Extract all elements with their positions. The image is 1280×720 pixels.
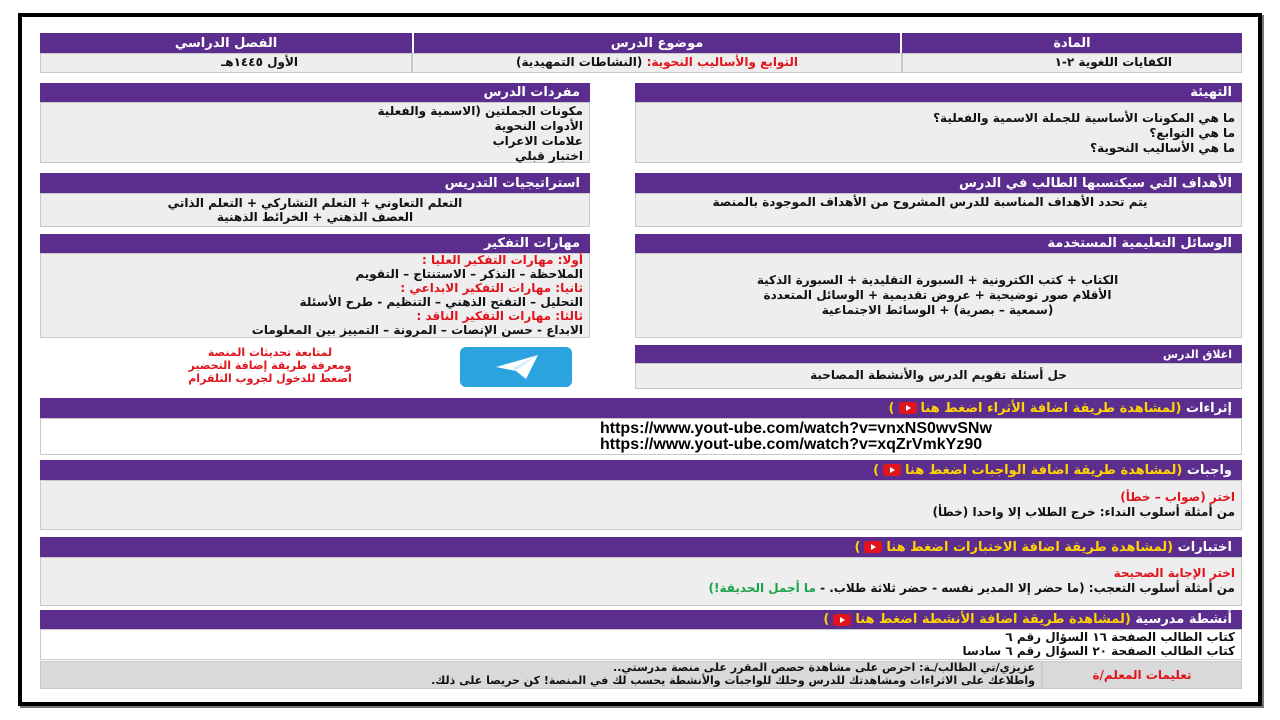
intro-line-2: ما هي التوابع؟ bbox=[1149, 126, 1235, 140]
lesson-header: موضوع الدرس bbox=[412, 33, 902, 53]
telegram-icon bbox=[460, 347, 572, 387]
telegram-line-3[interactable]: اضغط للدخول لجروب التلقرام bbox=[188, 372, 352, 385]
youtube-icon[interactable] bbox=[833, 614, 851, 626]
activities-header: أنشطة مدرسية (لمشاهدة طريقة اضافة الأنشطة اضغط هنا ) bbox=[40, 610, 1242, 629]
term-value: الأول ١٤٤٥هـ bbox=[221, 55, 298, 69]
intro-header: التهيئة bbox=[635, 83, 1242, 102]
tests-title: اختبارات bbox=[1177, 539, 1232, 555]
tests-header: اختبارات (لمشاهدة طريقة اضافة الاختبارات اضغط هنا ) bbox=[40, 537, 1242, 557]
enrichment-url-2[interactable]: https://www.yout-ube.com/watch?v=xqZrVmkYz90 bbox=[600, 436, 983, 453]
homework-question-type: اختر (صواب – خطأ) bbox=[1120, 490, 1235, 504]
teacher-notes-line-1: عزيزي/تي الطالب/ـة: احرص على مشاهدة حصص المقرر على منصة مدرستي.. bbox=[613, 661, 1035, 674]
lesson-value bbox=[412, 55, 902, 70]
enrichment-url-1[interactable]: https://www.yout-ube.com/watch?v=vnxNS0wvSNw bbox=[600, 420, 992, 437]
strategies-line-1: التعلم التعاوني + التعلم التشاركي + التعلم الذاتي bbox=[167, 196, 463, 210]
subject-value: الكفايات اللغوية ٢-١ bbox=[1054, 55, 1172, 69]
thinking-line-1: الملاحظة – التذكر – الاستنتاج – التقويم bbox=[355, 267, 583, 281]
vocab-header: مفردات الدرس bbox=[40, 83, 590, 102]
telegram-button[interactable] bbox=[460, 347, 572, 387]
tools-line-1: الكتاب + كتب الكترونية + السبورة التقليدية + السبورة الذكية bbox=[756, 273, 1119, 287]
homework-header: واجبات (لمشاهدة طريقة اضافة الواجبات اضغط هنا ) bbox=[40, 460, 1242, 480]
telegram-line-1[interactable]: لمتابعة تحديثات المنصة bbox=[207, 346, 333, 359]
objectives-text: يتم تحدد الأهداف المناسبة للدرس المشروح من الأهداف الموجودة بالمنصة bbox=[712, 195, 1148, 209]
youtube-icon[interactable] bbox=[883, 464, 901, 476]
lesson-topic: التوابع والأساليب النحوية: bbox=[646, 55, 798, 69]
term-header: الفصل الدراسي bbox=[40, 33, 412, 53]
telegram-line-2[interactable]: ومعرفة طريقة إضافة التحضير bbox=[188, 359, 352, 372]
thinking-header: مهارات التفكير bbox=[40, 234, 590, 253]
strategies-header: استراتيجيات التدريس bbox=[40, 173, 590, 193]
thinking-line-2: التحليل – التفتح الذهني – التنظيم - طرح الأسئلة bbox=[299, 295, 583, 309]
vocab-line-3: علامات الاعراب bbox=[492, 134, 583, 148]
tests-link[interactable]: (لمشاهدة طريقة اضافة الاختبارات اضغط هنا bbox=[886, 539, 1174, 555]
vocab-line-1: مكونات الجملتين (الاسمية والفعلية bbox=[377, 104, 583, 118]
vocab-line-2: الأدوات النحوية bbox=[494, 119, 583, 133]
thinking-heading-3: ثالثا: مهارات التفكير الناقد : bbox=[416, 309, 583, 323]
closing-text: حل أسئلة تقويم الدرس والأنشطة المصاحبة bbox=[810, 368, 1067, 382]
teacher-notes-line-2: واطلاعك على الاثراءات ومشاهدتك للدرس وحلك للواجبات والأنشطة يحسب لك في المنصة! كن حريصا على ذلك. bbox=[431, 674, 1035, 687]
lesson-plan bbox=[40, 33, 1260, 701]
intro-line-3: ما هي الأساليب النحوية؟ bbox=[1090, 141, 1235, 155]
objectives-header: الأهداف التي سيكتسبها الطالب في الدرس bbox=[635, 173, 1242, 193]
enrichment-header: إثراءات (لمشاهدة طريقة اضافة الأثراء اضغط هنا ) bbox=[40, 398, 1242, 418]
closing-header: اغلاق الدرس bbox=[635, 345, 1242, 363]
teacher-notes-label: تعليمات المعلم/ة bbox=[1092, 668, 1192, 682]
thinking-line-3: الابداع - حسن الإنصات – المرونة – التمييز بين المعلومات bbox=[251, 323, 583, 337]
lesson-subtopic: (النشاطات التمهيدية) bbox=[516, 55, 643, 69]
strategies-line-2: العصف الذهني + الخرائط الذهنية bbox=[216, 210, 414, 224]
activities-line-1: كتاب الطالب الصفحة ١٦ السؤال رقم ٦ bbox=[1005, 630, 1235, 644]
activities-line-2: كتاب الطالب الصفحة ٢٠ السؤال رقم ٦ سادسا bbox=[962, 644, 1235, 658]
tests-question bbox=[45, 581, 1235, 596]
homework-title: واجبات bbox=[1186, 462, 1232, 478]
activities-title: أنشطة مدرسية bbox=[1135, 612, 1232, 627]
tests-question-type: اختر الإجابة الصحيحة bbox=[1113, 566, 1235, 580]
tools-line-3: (سمعية – بصرية) + الوسائط الاجتماعية bbox=[821, 303, 1054, 317]
thinking-heading-1: أولا: مهارات التفكير العليا : bbox=[422, 253, 583, 267]
activities-link[interactable]: (لمشاهدة طريقة اضافة الأنشطة اضغط هنا bbox=[855, 612, 1131, 627]
intro-line-1: ما هي المكونات الأساسية للجملة الاسمية والفعلية؟ bbox=[933, 111, 1235, 125]
subject-header: المادة bbox=[902, 33, 1242, 53]
enrichment-title: إثراءات bbox=[1185, 400, 1232, 416]
homework-link[interactable]: (لمشاهدة طريقة اضافة الواجبات اضغط هنا bbox=[905, 462, 1183, 478]
vocab-line-4: اختبار قبلي bbox=[515, 149, 583, 163]
tools-header: الوسائل التعليمية المستخدمة bbox=[635, 234, 1242, 253]
homework-question: من أمثلة أسلوب النداء: خرج الطلاب إلا واحدا (خطأ) bbox=[932, 505, 1235, 519]
youtube-icon[interactable] bbox=[899, 402, 917, 414]
thinking-heading-2: ثانيا: مهارات التفكير الابداعي : bbox=[400, 281, 583, 295]
tests-question-text: من أمثلة أسلوب التعجب: (ما حضر إلا المدير نفسه - حضر ثلاثة طلاب. - bbox=[820, 581, 1235, 595]
tests-answer: ما أجمل الحديقة!) bbox=[708, 581, 816, 595]
youtube-icon[interactable] bbox=[864, 541, 882, 553]
tools-line-2: الأقلام صور توضيحية + عروض تقديمية + الوسائل المتعددة bbox=[763, 288, 1112, 302]
enrichment-link[interactable]: (لمشاهدة طريقة اضافة الأثراء اضغط هنا bbox=[920, 400, 1182, 416]
